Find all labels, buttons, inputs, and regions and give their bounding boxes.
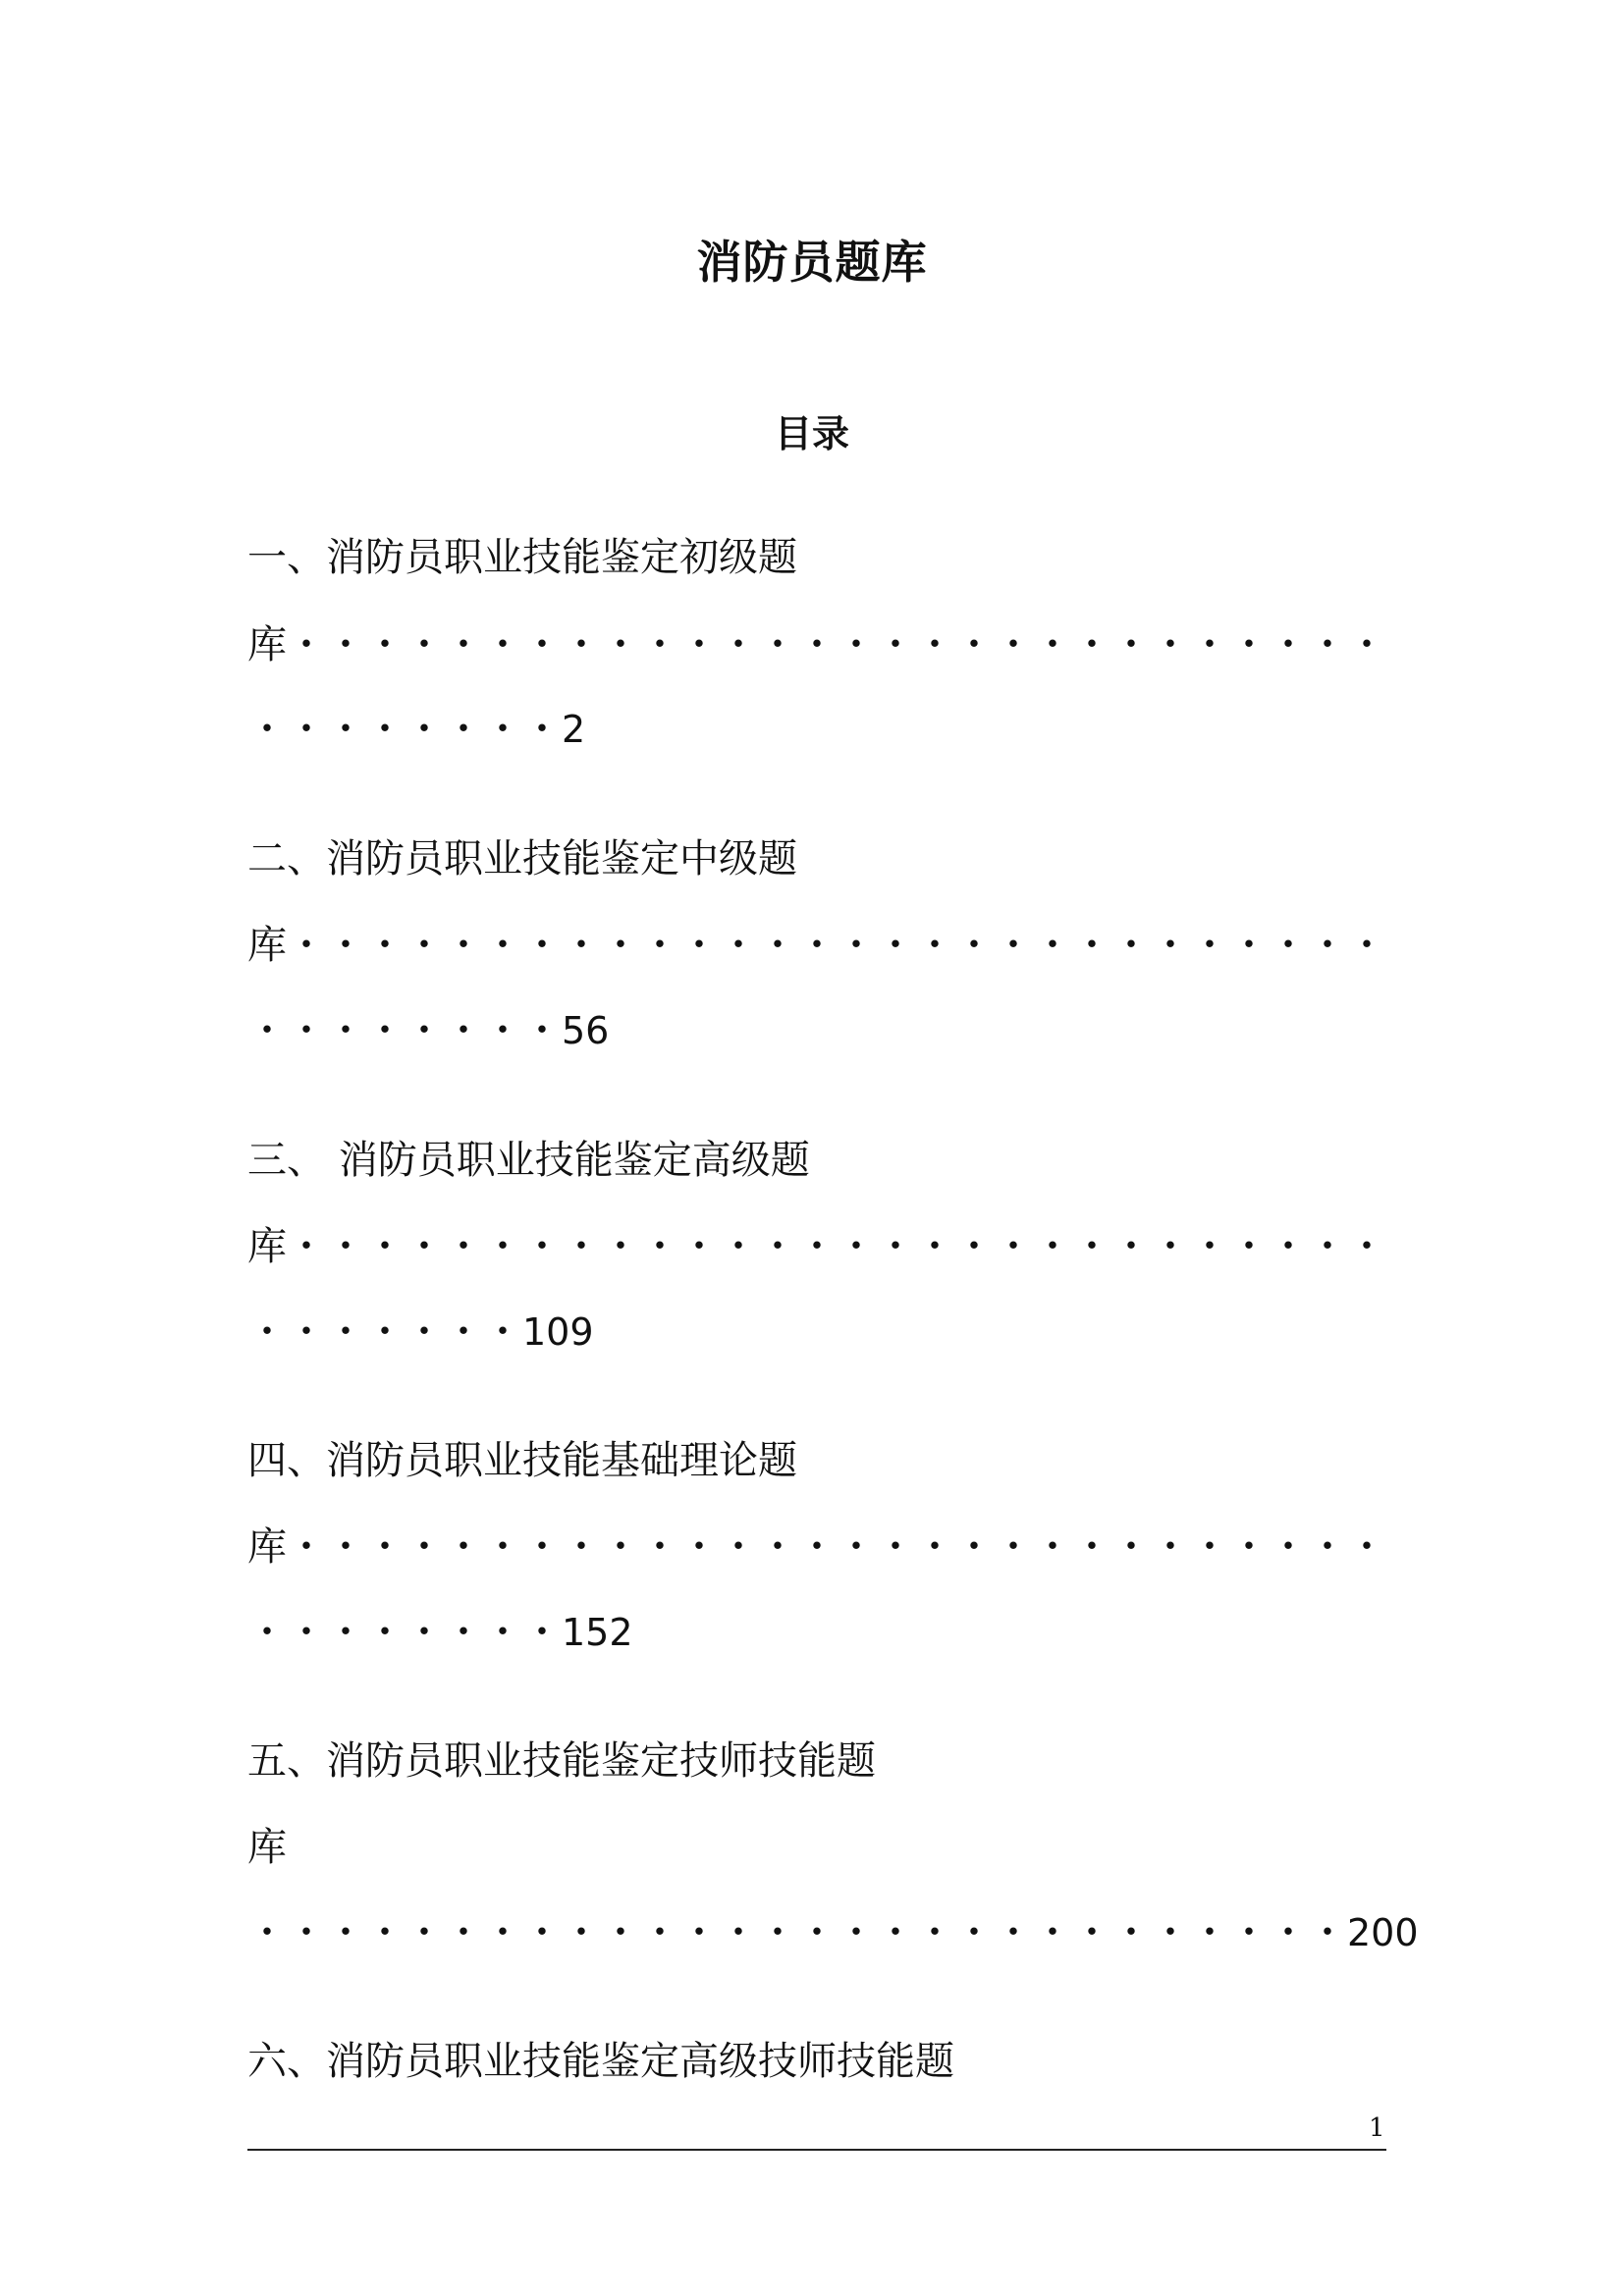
toc-entry-continuation[interactable] [247,615,1386,674]
toc-entry-continuation[interactable] [247,1818,287,1877]
toc-page-number: 56 [562,1009,610,1052]
toc-entry-suffix: 库 [247,1825,287,1870]
toc-page-number: 152 [562,1611,633,1654]
toc-entry-continuation[interactable] [247,1518,1386,1576]
toc-entry-suffix: 库 [247,1224,287,1269]
page-number: 1 [1369,2113,1385,2143]
toc-page-number: 200 [1347,1911,1419,1954]
toc-page-number: 2 [562,708,586,751]
leader-dots: ・・・・・・・・・・・・・・・・・・・・・・・・・・・・ [247,1910,1347,1955]
toc-entry-continuation[interactable] [247,916,1386,975]
toc-page-number: 109 [522,1310,594,1354]
toc-entry-page-line[interactable] [247,1603,633,1662]
toc-entry-suffix: 库 [247,1524,287,1570]
toc-entry-title[interactable]: 二、消防员职业技能鉴定中级题 [247,836,797,881]
toc-entry-title[interactable]: 一、消防员职业技能鉴定初级题 [247,535,797,580]
leader-dots: ・・・・・・・・・・・・・・・・・・・・・・・・・・・・ [287,1524,1386,1570]
toc-heading: 目录 [774,412,849,455]
document-title: 消防员题库 [696,236,928,289]
toc-entry-page-line[interactable] [247,1001,609,1060]
footer-divider [247,2149,1386,2151]
toc-entry-title[interactable]: 六、消防员职业技能鉴定高级技师技能题 [247,2039,954,2084]
leader-dots: ・・・・・・・ [247,1309,522,1355]
leader-dots: ・・・・・・・・・・・・・・・・・・・・・・・・・・・・ [287,923,1386,968]
toc-entry-suffix: 库 [247,923,287,968]
toc-entry-title[interactable]: 五、消防员职业技能鉴定技师技能题 [247,1738,876,1784]
leader-dots: ・・・・・・・・・・・・・・・・・・・・・・・・・・・・ [287,1224,1386,1269]
toc-entry-title[interactable]: 三、 消防员职业技能鉴定高级题 [247,1138,810,1183]
toc-entry-continuation[interactable] [247,1217,1386,1276]
leader-dots: ・・・・・・・・ [247,1008,562,1053]
leader-dots: ・・・・・・・・ [247,1610,562,1655]
leader-dots: ・・・・・・・・・・・・・・・・・・・・・・・・・・・・ [287,622,1386,667]
toc-entry-page-line[interactable] [247,1903,1419,1962]
toc-entry-page-line[interactable] [247,700,585,759]
toc-entry-suffix: 库 [247,622,287,667]
toc-entry-title[interactable]: 四、消防员职业技能基础理论题 [247,1438,797,1483]
toc-entry-page-line[interactable] [247,1303,594,1362]
leader-dots: ・・・・・・・・ [247,707,562,752]
